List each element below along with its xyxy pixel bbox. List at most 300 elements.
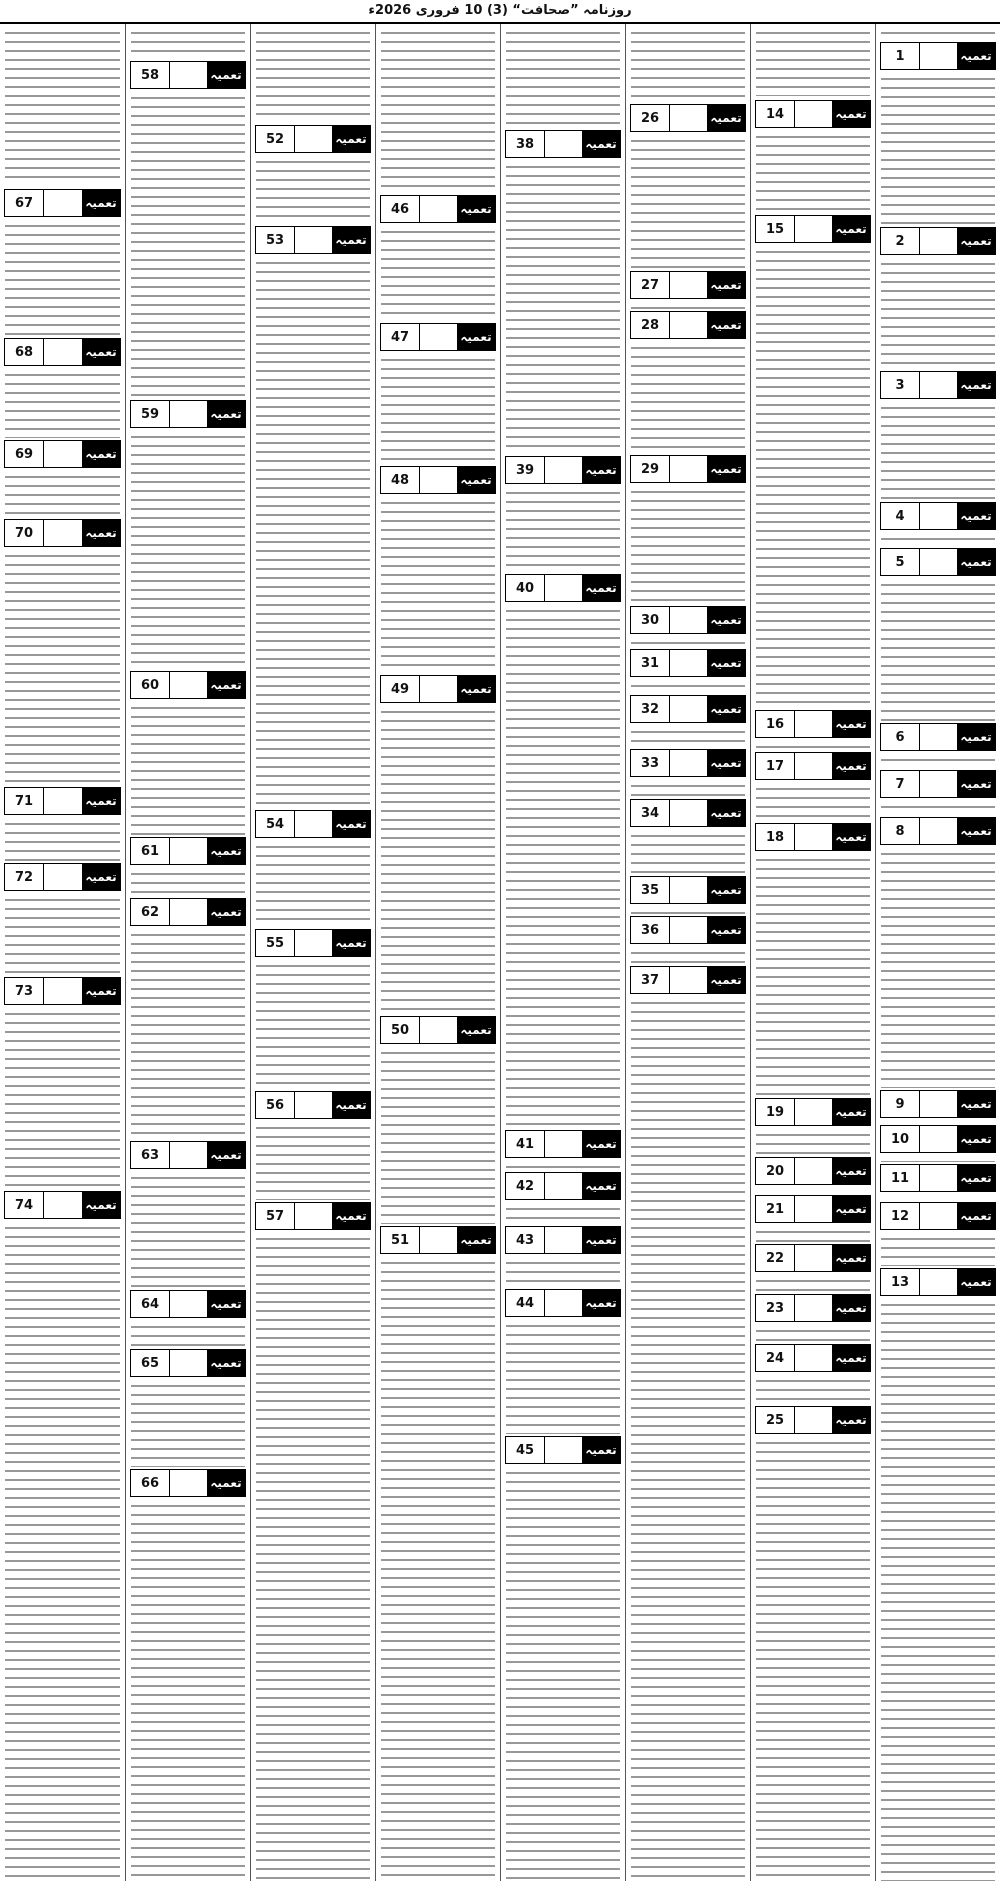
notice-box-divider (43, 190, 82, 216)
notice-label: تعمیہ (207, 62, 245, 88)
notice-number-box (4, 338, 121, 366)
notice-box-divider (919, 1091, 957, 1117)
notice-46 (376, 193, 500, 321)
notice-number: 7 (895, 776, 905, 792)
notice-number: 14 (765, 106, 785, 122)
notice-number-box (630, 649, 746, 677)
notice-number: 44 (515, 1295, 535, 1311)
notice-box-divider (669, 800, 707, 826)
notice-number: 52 (265, 131, 285, 147)
notice-text (5, 28, 120, 185)
notice-number-box (505, 130, 621, 158)
notice-number: 74 (14, 1197, 34, 1213)
notice-label: تعمیہ (832, 824, 870, 850)
notice-text (881, 74, 995, 225)
notice-label: تعمیہ (82, 1192, 120, 1218)
notice-72 (0, 861, 125, 975)
notice-label: تعمیہ (957, 549, 995, 575)
notice-label: تعمیہ (207, 1470, 245, 1496)
notice-38 (501, 128, 625, 454)
notice-box-divider (169, 838, 207, 864)
notice-3 (876, 369, 1000, 500)
notice-19 (751, 1096, 875, 1155)
notice-box-divider (294, 1092, 332, 1118)
notice-label: تعمیہ (207, 899, 245, 925)
notice-box-divider (169, 1470, 207, 1496)
notice-number: 10 (890, 1131, 910, 1147)
notice-number: 18 (765, 829, 785, 845)
notice-label: تعمیہ (957, 503, 995, 529)
notice-box-divider (794, 711, 832, 737)
notice-11 (876, 1162, 1000, 1200)
notice-number: 57 (265, 1208, 285, 1224)
notice-label: تعمیہ (207, 401, 245, 427)
notice-text (631, 487, 745, 604)
notice-number: 62 (140, 904, 160, 920)
notice-4 (876, 500, 1000, 546)
notice-text (256, 842, 370, 927)
notice-number-box (130, 1469, 246, 1497)
notice-label: تعمیہ (832, 1099, 870, 1125)
notice-number-box (130, 1141, 246, 1169)
notice-label: تعمیہ (207, 838, 245, 864)
notice-box-divider (43, 1192, 82, 1218)
notice-label: تعمیہ (957, 1203, 995, 1229)
notice-box-divider (669, 917, 707, 943)
notice-number-box (255, 226, 371, 254)
notice-text (381, 28, 495, 191)
notice-label: تعمیہ (82, 978, 120, 1004)
notice-text (131, 869, 245, 896)
notice-number-box (4, 863, 121, 891)
notice-text (381, 355, 495, 464)
notice-label: تعمیہ (707, 696, 745, 722)
notice-label: تعمیہ (707, 750, 745, 776)
notice-text (381, 498, 495, 673)
notice-box-divider (794, 1407, 832, 1433)
notice-text (5, 370, 120, 438)
notice-box-divider (669, 607, 707, 633)
notice-text (756, 742, 870, 750)
notice-number-box (380, 1226, 496, 1254)
notice-number: 2 (895, 233, 905, 249)
notice-13 (876, 1266, 1000, 1881)
notice-74 (0, 1189, 125, 1881)
notice-label: تعمیہ (582, 457, 620, 483)
notice-label: تعمیہ (82, 441, 120, 467)
notice-31 (626, 647, 750, 693)
notice-box-divider (43, 339, 82, 365)
notice-number-box (880, 502, 996, 530)
notice-number: 29 (640, 461, 660, 477)
notice-41 (501, 1128, 625, 1170)
notice-number-box (630, 104, 746, 132)
notice-7 (876, 768, 1000, 815)
notice-number-box (880, 371, 996, 399)
notice-box-divider (919, 1165, 957, 1191)
notice-label: تعمیہ (332, 227, 370, 253)
notice-number-box (880, 1090, 996, 1118)
notice-box-divider (919, 228, 957, 254)
notice-number: 46 (390, 201, 410, 217)
notice-label: تعمیہ (707, 917, 745, 943)
notice-number: 58 (140, 67, 160, 83)
notice-box-divider (794, 1158, 832, 1184)
column-4 (500, 24, 625, 1881)
notice-label: تعمیہ (957, 372, 995, 398)
column-6 (250, 24, 375, 1881)
notice-label: تعمیہ (457, 1017, 495, 1043)
notice-number: 11 (890, 1170, 910, 1186)
notice-51 (376, 1224, 500, 1881)
notice-label: تعمیہ (832, 1158, 870, 1184)
notice-box-divider (794, 1099, 832, 1125)
notice-text (881, 849, 995, 1088)
notice-label: تعمیہ (457, 324, 495, 350)
notice-label: تعمیہ (832, 711, 870, 737)
notice-box-divider (794, 101, 832, 127)
column-5 (375, 24, 500, 1881)
notice-number: 25 (765, 1412, 785, 1428)
notice-text (256, 258, 370, 808)
notice-12 (876, 1200, 1000, 1266)
notice-number-box (755, 1195, 871, 1223)
notice-number: 70 (14, 525, 34, 541)
notice-label: تعمیہ (332, 811, 370, 837)
notice-text (631, 28, 745, 100)
notice-label: تعمیہ (207, 1350, 245, 1376)
notice-number-box (630, 455, 746, 483)
notice-42 (501, 1170, 625, 1224)
notice-label: تعمیہ (832, 216, 870, 242)
notice-number-box (880, 1125, 996, 1153)
notice-number: 72 (14, 869, 34, 885)
notice-text (756, 1227, 870, 1242)
notice-label: تعمیہ (457, 676, 495, 702)
notice-number-box (505, 1289, 621, 1317)
notice-2 (876, 225, 1000, 369)
notice-box-divider (794, 824, 832, 850)
notice-number: 24 (765, 1350, 785, 1366)
notice-number: 63 (140, 1147, 160, 1163)
notice-number: 47 (390, 329, 410, 345)
notice-label: تعمیہ (707, 877, 745, 903)
notice-label: تعمیہ (707, 272, 745, 298)
notice-number: 53 (265, 232, 285, 248)
notice-number: 36 (640, 922, 660, 938)
notice-number-box (505, 1130, 621, 1158)
notice-48 (376, 464, 500, 673)
notice-number: 4 (895, 508, 905, 524)
notice-box-divider (294, 930, 332, 956)
notice-text (131, 93, 245, 398)
notice-text (506, 606, 620, 1128)
notice-label: تعمیہ (582, 1437, 620, 1463)
notice-number: 17 (765, 758, 785, 774)
notice-box-divider (919, 372, 957, 398)
notice-label: تعمیہ (957, 43, 995, 69)
notice-label: تعمیہ (957, 724, 995, 750)
notice-box-divider (169, 1142, 207, 1168)
notice-37 (626, 964, 750, 1881)
notice-label: تعمیہ (832, 1345, 870, 1371)
notice-number-box (255, 929, 371, 957)
notice-text (756, 855, 870, 1096)
notice-text (506, 1258, 620, 1287)
notice-text (5, 819, 120, 861)
notice-text (756, 247, 870, 708)
notice-text (381, 1048, 495, 1224)
notice-text (881, 403, 995, 500)
notice-box-divider (919, 1203, 957, 1229)
notice-number: 60 (140, 677, 160, 693)
notice-number-box (505, 1436, 621, 1464)
notice-text (5, 895, 120, 975)
notice-35 (626, 874, 750, 914)
notice-34 (626, 797, 750, 874)
notice-box-divider (919, 43, 957, 69)
notice-58 (126, 59, 250, 398)
notice-label: تعمیہ (457, 196, 495, 222)
notice-box-divider (669, 696, 707, 722)
notice-number-box (255, 810, 371, 838)
notice-number: 40 (515, 580, 535, 596)
notice-box-divider (544, 1131, 582, 1157)
notice-box-divider (544, 1290, 582, 1316)
notice-number: 22 (765, 1250, 785, 1266)
notice-number: 49 (390, 681, 410, 697)
notice-number-box (130, 61, 246, 89)
notice-69 (0, 438, 125, 517)
notice-number-box (755, 1244, 871, 1272)
notice-label: تعمیہ (707, 800, 745, 826)
notice-number-box (4, 519, 121, 547)
notice-number: 5 (895, 554, 905, 570)
notice-box-divider (43, 788, 82, 814)
notice-box-divider (669, 312, 707, 338)
notice-number-box (880, 548, 996, 576)
notice-label: تعمیہ (82, 864, 120, 890)
notice-label: تعمیہ (332, 126, 370, 152)
notice-label: تعمیہ (707, 650, 745, 676)
notice-number-box (130, 671, 246, 699)
notice-number: 41 (515, 1136, 535, 1152)
notice-60 (126, 669, 250, 835)
notice-box-divider (544, 575, 582, 601)
notice-box-divider (669, 750, 707, 776)
notice-box-divider (43, 864, 82, 890)
notice-box-divider (169, 62, 207, 88)
notice-text (506, 28, 620, 126)
notice-52 (251, 123, 375, 224)
notice-box-divider (169, 1291, 207, 1317)
notice-number: 48 (390, 472, 410, 488)
notice-label: تعمیہ (707, 456, 745, 482)
notice-number-box (630, 799, 746, 827)
notice-number: 31 (640, 655, 660, 671)
notice-18 (751, 821, 875, 1096)
notice-text (756, 1130, 870, 1155)
notice-number-box (630, 695, 746, 723)
notice-box-divider (43, 978, 82, 1004)
notice-box-divider (169, 1350, 207, 1376)
notice-67 (0, 187, 125, 336)
notice-box-divider (544, 1227, 582, 1253)
notice-label: تعمیہ (832, 753, 870, 779)
notice-text (631, 681, 745, 693)
notice-number-box (880, 723, 996, 751)
notice-label: تعمیہ (707, 312, 745, 338)
notice-box-divider (169, 401, 207, 427)
notice-text (631, 998, 745, 1881)
notice-number-box (755, 710, 871, 738)
notice-label: تعمیہ (457, 467, 495, 493)
notice-text (5, 1223, 120, 1881)
notice-text (131, 1322, 245, 1347)
notice-label: تعمیہ (832, 1295, 870, 1321)
notice-32 (626, 693, 750, 747)
notice-text (756, 1376, 870, 1404)
notice-number-box (880, 1268, 996, 1296)
notice-40 (501, 572, 625, 1128)
notice-text (881, 1300, 995, 1881)
notice-box-divider (794, 1295, 832, 1321)
notice-label: تعمیہ (957, 1165, 995, 1191)
notice-label: تعمیہ (832, 1245, 870, 1271)
notice-22 (751, 1242, 875, 1292)
notice-box-divider (919, 549, 957, 575)
notice-text (381, 1258, 495, 1881)
notice-box-divider (794, 1245, 832, 1271)
notice-box-divider (419, 1017, 457, 1043)
notice-28 (626, 309, 750, 453)
notice-number: 66 (140, 1475, 160, 1491)
notice-6 (876, 721, 1000, 768)
notice-number: 28 (640, 317, 660, 333)
notice-55 (251, 927, 375, 1089)
notice-box-divider (419, 467, 457, 493)
notice-label: تعمیہ (707, 967, 745, 993)
notice-number: 71 (14, 793, 34, 809)
notice-number-box (755, 215, 871, 243)
notice-box-divider (544, 131, 582, 157)
notice-number: 73 (14, 983, 34, 999)
notice-number: 59 (140, 406, 160, 422)
notice-number-box (755, 1406, 871, 1434)
notice-1 (876, 40, 1000, 225)
masthead: روزنامہ ”صحافت“ (3) 10 فروری 2026ء (0, 0, 1000, 24)
notice-number-box (255, 1091, 371, 1119)
notice-number-box (4, 977, 121, 1005)
notice-number: 20 (765, 1163, 785, 1179)
notice-box-divider (544, 457, 582, 483)
notice-44 (501, 1287, 625, 1434)
notice-label: تعمیہ (582, 1227, 620, 1253)
notice-box-divider (294, 126, 332, 152)
notice-number: 55 (265, 935, 285, 951)
notice-17 (751, 750, 875, 821)
notice-number: 37 (640, 972, 660, 988)
notice-54 (251, 808, 375, 927)
notice-62 (126, 896, 250, 1139)
notice-65 (126, 1347, 250, 1467)
notice-text (506, 1162, 620, 1170)
notice-number: 3 (895, 377, 905, 393)
notice-61 (126, 835, 250, 896)
notice-box-divider (294, 227, 332, 253)
notice-box-divider (919, 503, 957, 529)
notice-box-divider (919, 771, 957, 797)
notice-63 (126, 1139, 250, 1288)
notice-text (381, 707, 495, 1014)
notice-text (5, 221, 120, 336)
notice-number: 67 (14, 195, 34, 211)
notice-number: 35 (640, 882, 660, 898)
notice-box-divider (419, 1227, 457, 1253)
notice-number: 43 (515, 1232, 535, 1248)
notice-50 (376, 1014, 500, 1224)
notice-number-box (130, 1290, 246, 1318)
notice-label: تعمیہ (832, 1407, 870, 1433)
notice-text (881, 802, 995, 815)
notice-text (506, 1468, 620, 1881)
notice-number-box (380, 675, 496, 703)
notice-text (756, 28, 870, 96)
notice-number-box (380, 466, 496, 494)
notice-label: تعمیہ (707, 607, 745, 633)
notice-box-divider (169, 899, 207, 925)
notice-number-box (755, 1098, 871, 1126)
notice-text (131, 1173, 245, 1288)
notice-text (881, 1234, 995, 1266)
notice-text (256, 1123, 370, 1200)
column-8 (0, 24, 125, 1881)
notice-text (256, 28, 370, 121)
notice-number-box (4, 440, 121, 468)
notice-number: 38 (515, 136, 535, 152)
notice-box-divider (669, 967, 707, 993)
notice-number-box (755, 100, 871, 128)
column-7 (125, 24, 250, 1881)
notice-text (256, 961, 370, 1089)
notice-number-box (505, 574, 621, 602)
notice-label: تعمیہ (82, 788, 120, 814)
notice-text (631, 343, 745, 453)
notice-number-box (755, 1344, 871, 1372)
notice-number: 69 (14, 446, 34, 462)
notice-number: 13 (890, 1274, 910, 1290)
notice-number-box (880, 770, 996, 798)
notice-number: 6 (895, 729, 905, 745)
notice-68 (0, 336, 125, 438)
notice-47 (376, 321, 500, 464)
notice-box-divider (669, 105, 707, 131)
notice-number-box (380, 1016, 496, 1044)
notice-label: تعمیہ (957, 1126, 995, 1152)
notice-number-box (755, 1294, 871, 1322)
notice-text (756, 1276, 870, 1292)
notice-71 (0, 785, 125, 861)
notice-number-box (755, 752, 871, 780)
notice-29 (626, 453, 750, 604)
notice-box-divider (919, 724, 957, 750)
notice-number: 1 (895, 48, 905, 64)
notice-number: 30 (640, 612, 660, 628)
notice-label: تعمیہ (207, 672, 245, 698)
notice-27 (626, 269, 750, 309)
notice-number: 54 (265, 816, 285, 832)
notice-number: 27 (640, 277, 660, 293)
